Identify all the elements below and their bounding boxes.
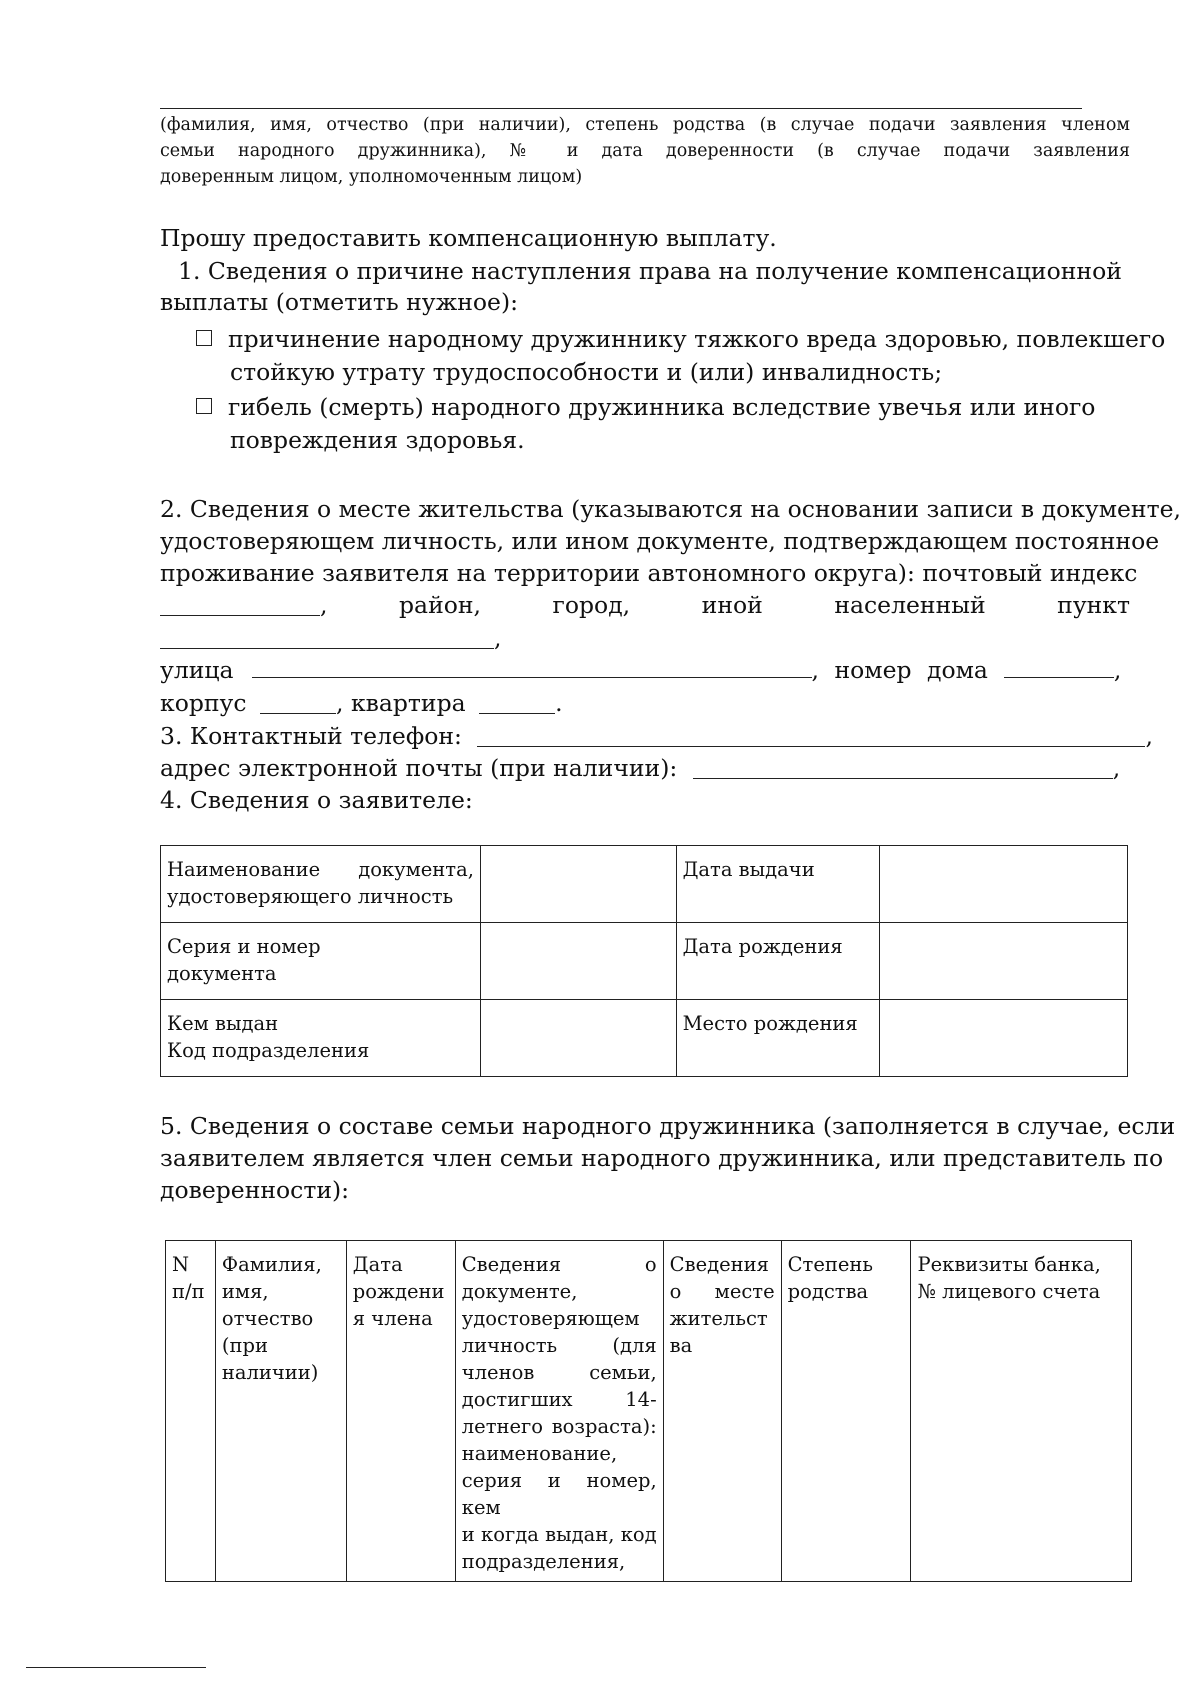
flat-label: , квартира [336,689,466,717]
family-table [165,1240,1132,1582]
cell-text: документа, [358,858,474,881]
street-label: улица [160,656,234,684]
period: . [555,689,563,717]
settlement-line [160,622,501,654]
header-text: и когда выдан, код [461,1523,657,1546]
section2-line2: удостоверяющем личность, или ином документе, подтверждающем постоянное [160,527,1160,555]
table-header-row [166,1241,1132,1582]
district-label: район, [399,591,482,619]
section5-line2: заявителем является член семьи народного дружинника, или представитель по [160,1144,1164,1172]
settlement-field[interactable] [160,626,494,649]
cell-text: Кем выдан [167,1012,279,1035]
header-text: родства [787,1280,869,1303]
header-text: о месте [669,1280,775,1303]
point-label: пункт [1057,591,1130,619]
street-line [160,654,1130,686]
table-cell: Место рождения [676,1000,880,1077]
header-num [166,1241,216,1582]
table-row [161,1000,1128,1077]
hint-line: доверенным лицом, уполномоченным лицом) [160,167,583,187]
header-text: имя, [221,1280,269,1303]
birth-place-field[interactable] [880,1000,1128,1077]
applicant-table [160,845,1128,1077]
header-text: Сведения о [461,1253,657,1276]
phone-field[interactable] [477,724,1145,747]
settlement-label: населенный [834,591,986,619]
corpus-line [160,687,563,719]
header-text: Сведения [669,1253,769,1276]
street-field[interactable] [252,655,812,678]
section4-title: 4. Сведения о заявителе: [160,786,473,814]
cell-text: удостоверяющего личность [167,885,454,908]
postal-index-field[interactable] [160,593,320,616]
doc-name-field[interactable] [480,846,676,923]
signature-line [160,108,1082,109]
header-text: достигших 14- [461,1388,657,1411]
header-bank [911,1241,1132,1582]
comma: , [1145,722,1153,750]
table-cell [161,923,481,1000]
corpus-field[interactable] [260,691,336,714]
section1-line2: выплаты (отметить нужное): [160,288,519,316]
option-text: причинение народному дружиннику тяжкого вреда здоровью, повлекшего [228,325,1166,353]
applicant-hint [160,112,1130,190]
checkbox-icon[interactable] [196,398,212,414]
header-text: наименование, [461,1442,618,1465]
header-text: N [172,1253,190,1276]
email-line [160,752,1120,784]
option-text-cont: стойкую утрату трудоспособности и (или) инвалидность; [230,358,943,386]
issue-date-field[interactable] [880,846,1128,923]
header-text: № лицевого счета [917,1280,1101,1303]
footnote-divider [26,1667,206,1668]
comma: , [1112,754,1121,782]
comma: , [320,591,328,619]
section5-line1: 5. Сведения о составе семьи народного дружинника (заполняется в случае, если [160,1112,1176,1140]
header-text: я члена [352,1307,433,1330]
birth-date-field[interactable] [880,923,1128,1000]
house-label: , номер дома [811,656,988,684]
corpus-label: корпус [160,689,247,717]
header-text: отчество [221,1307,314,1330]
cell-text: Код подразделения [167,1039,370,1062]
checkbox-icon[interactable] [196,330,212,346]
header-text: рождени [352,1280,445,1303]
header-text: удостоверяющем [461,1307,640,1330]
hint-line: семьи народного дружинника), № и дата доверенности (в случае подачи заявления [160,141,1130,161]
table-row [161,846,1128,923]
hint-line: (фамилия, имя, отчество (при наличии), степень родства (в случае подачи заявления членом [160,115,1130,135]
section1-line1 [178,255,1130,287]
issued-by-field[interactable] [480,1000,676,1077]
section5-line3: доверенности): [160,1176,350,1204]
header-text: Дата [352,1253,403,1276]
doc-number-field[interactable] [480,923,676,1000]
option-reason-death[interactable] [196,391,1095,423]
header-document [455,1241,663,1582]
comma: , [494,624,502,652]
table-cell [161,846,481,923]
header-text: ва [669,1334,693,1357]
header-text: наличии) [221,1361,319,1384]
header-name [215,1241,346,1582]
header-text: п/п [172,1280,205,1303]
section2-line1: 2. Сведения о месте жительства (указываются на основании записи в документе, [160,495,1181,523]
cell-text: документа [167,962,277,985]
header-text: Степень [787,1253,874,1276]
cell-text: Серия и номер [167,935,321,958]
text: 1. Сведения о причине наступления права на получение компенсационной [178,257,1122,285]
header-text: серия и номер, кем [461,1469,657,1519]
table-row [161,923,1128,1000]
flat-field[interactable] [479,691,555,714]
city-label: город, [552,591,631,619]
email-field[interactable] [693,756,1113,779]
table-cell [161,1000,481,1077]
option-text-cont: повреждения здоровья. [230,426,525,454]
address-line-district [160,589,1130,621]
header-text: Фамилия, [221,1253,322,1276]
header-relation [781,1241,911,1582]
cell-text: Наименование [167,858,321,881]
header-text: жительст [669,1307,768,1330]
header-residence [663,1241,781,1582]
table-cell: Дата рождения [676,923,880,1000]
house-field[interactable] [1004,655,1114,678]
phone-line [160,720,1153,752]
section2-line3: проживание заявителя на территории автономного округа): почтовый индекс [160,559,1138,587]
phone-label: 3. Контактный телефон: [160,722,462,750]
other-label: иной [701,591,763,619]
table-cell: Дата выдачи [676,846,880,923]
email-label: адрес электронной почты (при наличии): [160,754,678,782]
header-text: (при [221,1334,268,1357]
header-text: личность (для [461,1334,657,1357]
header-dob [346,1241,455,1582]
option-reason-injury[interactable] [196,323,1165,355]
header-text: подразделения, [461,1550,626,1573]
option-text: гибель (смерть) народного дружинника вследствие увечья или иного [228,393,1096,421]
comma: , [1113,656,1122,684]
header-text: Реквизиты банка, [917,1253,1101,1276]
header-text: документе, [461,1280,578,1303]
request-text: Прошу предоставить компенсационную выплату. [160,224,777,252]
header-text: летнего возраста): [461,1415,657,1438]
header-text: членов семьи, [461,1361,657,1384]
